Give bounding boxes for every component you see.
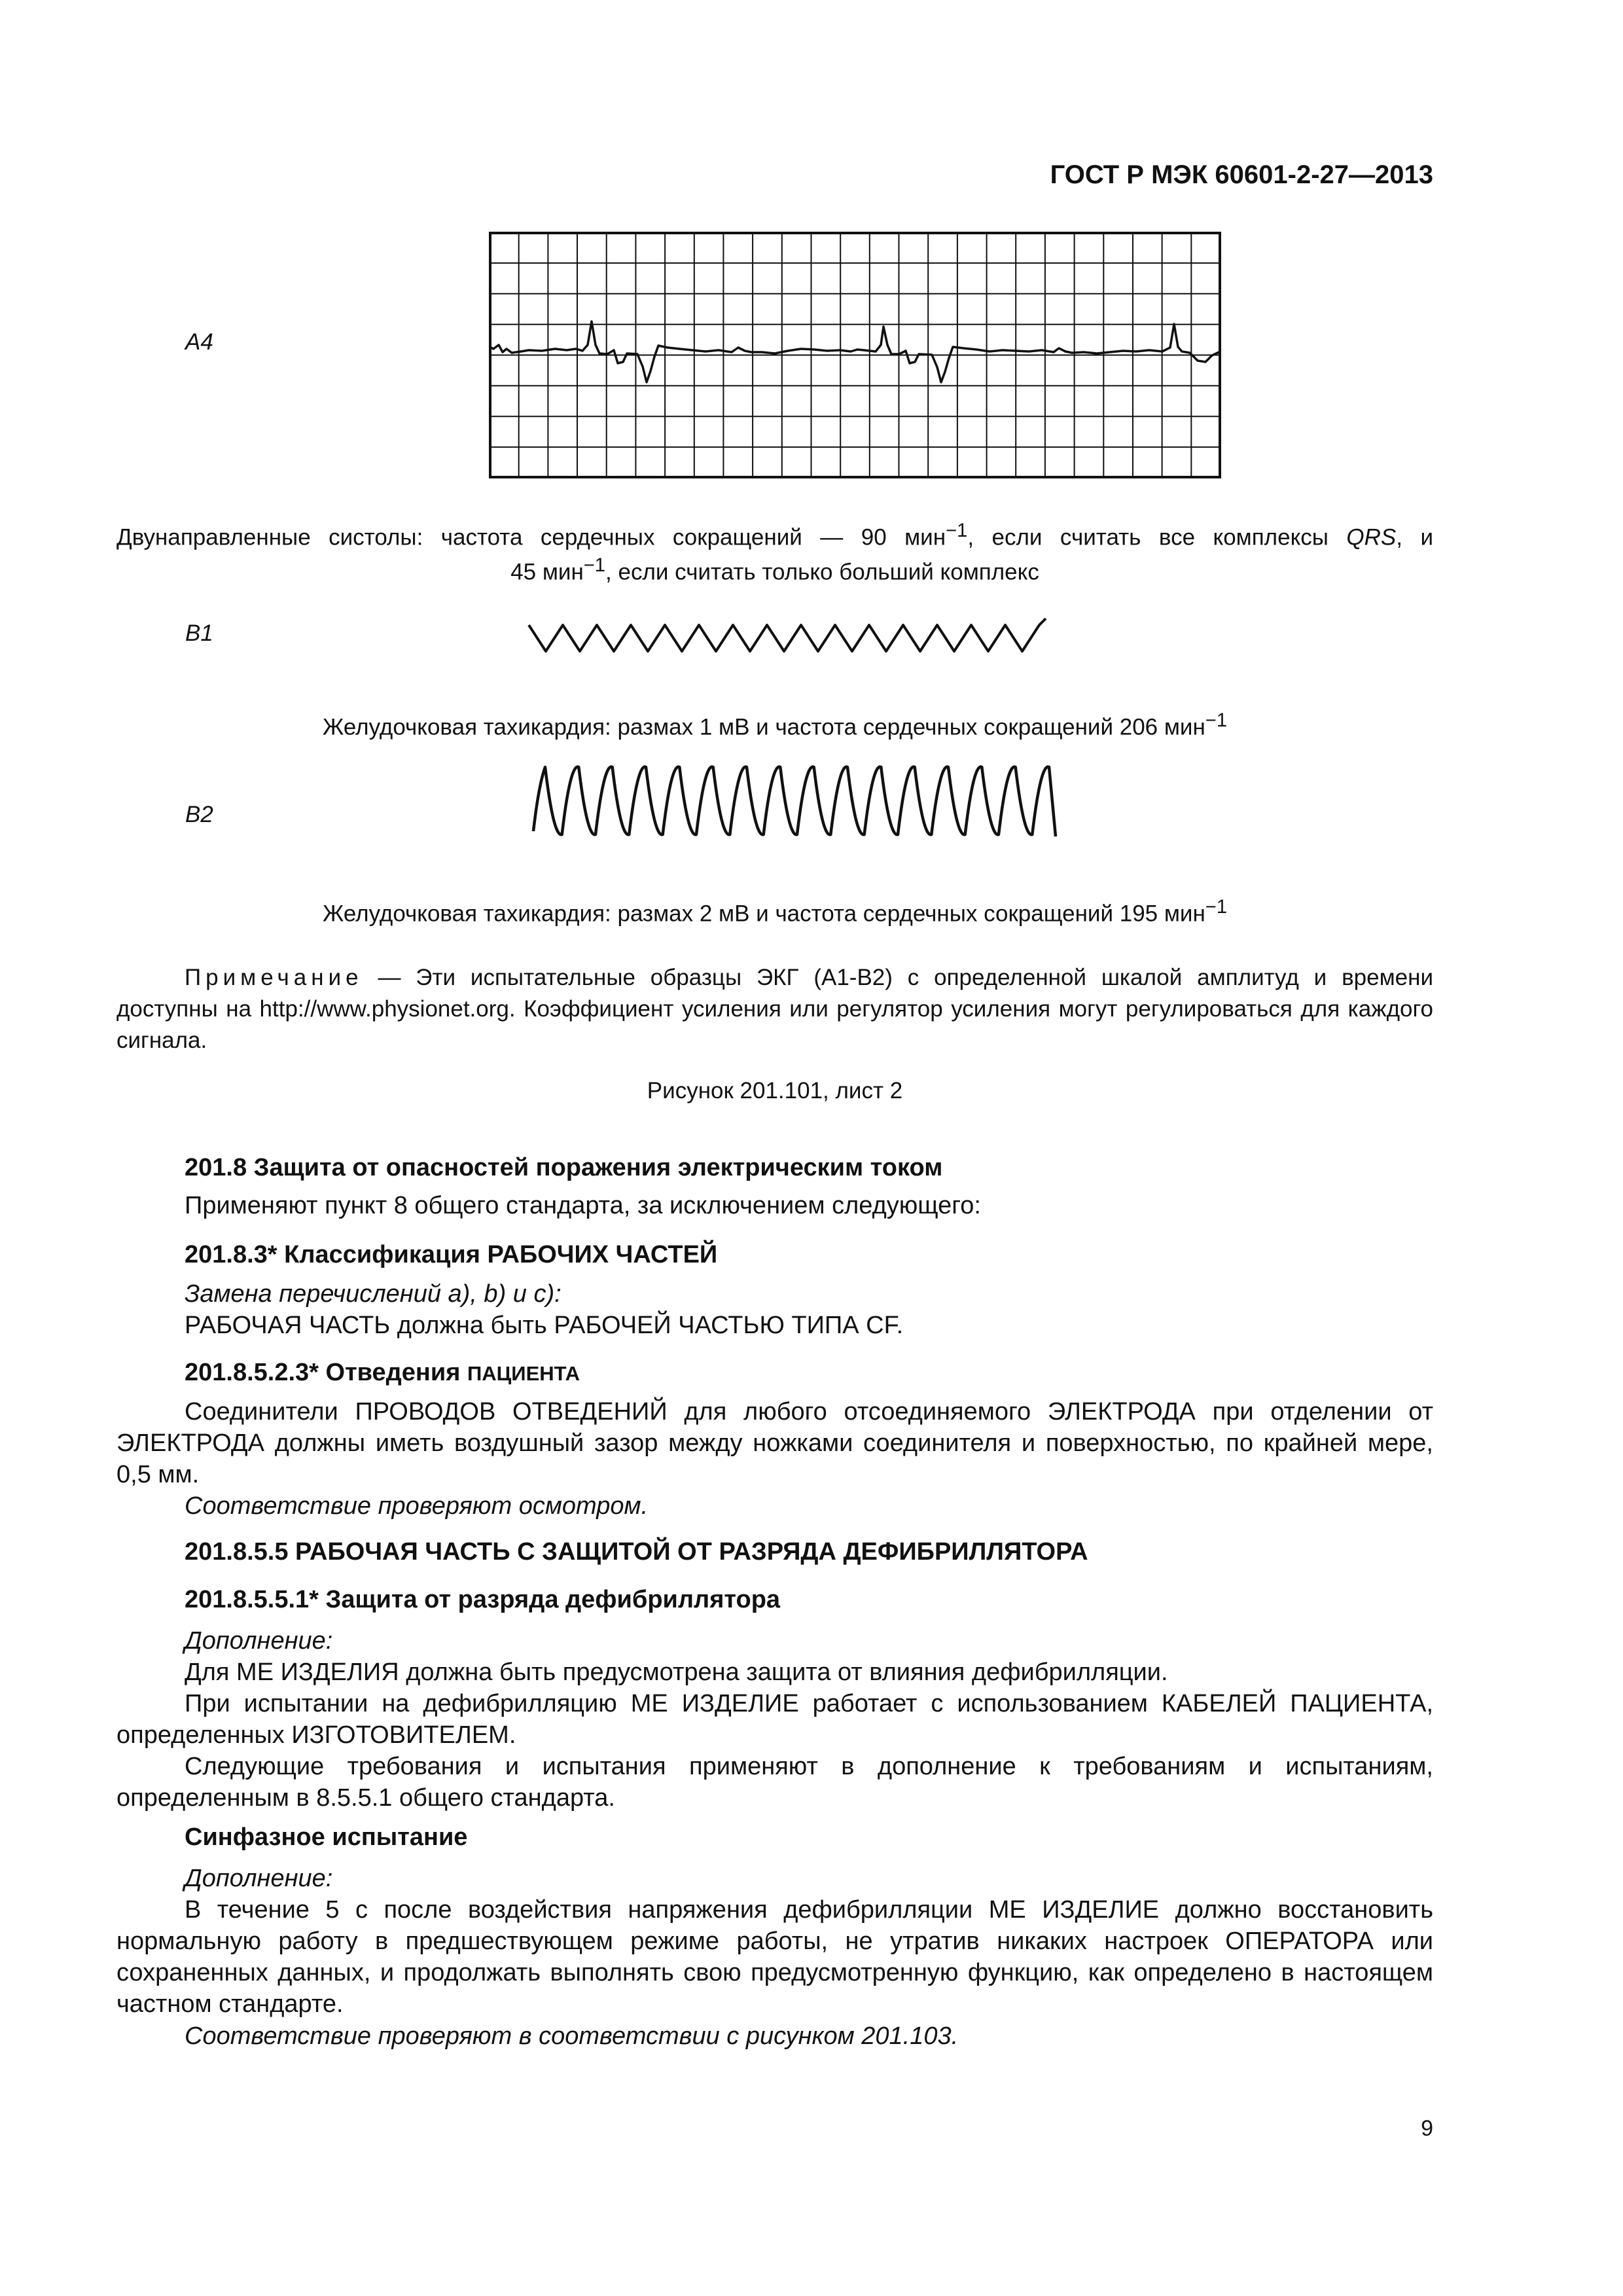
para-201-8-5-5-1-p3: Следующие требования и испытания применяют в дополнение к требованиям и испытаниям, определенным в 8.5.5.1 общего стандарта. — [116, 1753, 1433, 1812]
figure-caption: Рисунок 201.101, лист 2 — [647, 1078, 903, 1103]
addition-201-8-5-5-1: Дополнение: — [185, 1627, 333, 1655]
ecg-grid-a4 — [490, 232, 1221, 478]
waveform-label-b1: B1 — [185, 620, 213, 646]
para-201-8-3: РАБОЧАЯ ЧАСТЬ должна быть РАБОЧЕЙ ЧАСТЬЮ ТИПА CF. — [185, 1312, 904, 1339]
waveform-label-a4: A4 — [185, 329, 213, 355]
ecg-trace-b2 — [533, 759, 1070, 844]
check-201-8-5-2-3: Соответствие проверяют осмотром. — [185, 1492, 649, 1520]
para-201-8-5-5-1-p1: Для МЕ ИЗДЕЛИЯ должна быть предусмотрена защита от влияния дефибрилляции. — [185, 1659, 1168, 1686]
waveform-label-b2: B2 — [185, 802, 213, 827]
heading-201-8-5-5-1: 201.8.5.5.1* Защита от разряда дефибриллятора — [185, 1586, 781, 1613]
para-201-8-5-2-3: Соединители ПРОВОДОВ ОТВЕДЕНИЙ для любого отсоединяемого ЭЛЕКТРОДА при отделении от ЭЛЕКТРОДА должны иметь воздушный зазор между ножками соединителя и поверхностью, по крайней мере, 0,5 мм. — [116, 1398, 1433, 1488]
para-201-8-5-5-1-p2: При испытании на дефибрилляцию МЕ ИЗДЕЛИЕ работает с использованием КАБЕЛЕЙ ПАЦИЕНТА, определенных ИЗГОТОВИТЕЛЕМ. — [116, 1690, 1433, 1749]
heading-sync-test: Синфазное испытание — [185, 1823, 468, 1851]
heading-201-8-3: 201.8.3* Классификация РАБОЧИХ ЧАСТЕЙ — [185, 1241, 718, 1268]
page-number: 9 — [1421, 2116, 1433, 2141]
heading-201-8-5-2-3: 201.8.5.2.3* Отведения ПАЦИЕНТА — [185, 1359, 580, 1386]
caption-b2: Желудочковая тахикардия: размах 2 мВ и частота сердечных сокращений 195 мин$^{-1}$ — [322, 897, 1228, 927]
heading-201-8: 201.8 Защита от опасностей поражения электрическим током — [185, 1154, 943, 1181]
replace-201-8-3: Замена перечислений a), b) и c): — [185, 1280, 562, 1308]
caption-a4-line2: 45 мин$^{-1}$, если считать только больший комплекс — [510, 555, 1039, 585]
caption-a4-line1: Двунаправленные систолы: частота сердечных сокращений — 90 мин$^{-1}$, если считать все комплексы QRS, и — [116, 520, 1434, 550]
caption-b1: Желудочковая тахикардия: размах 1 мВ и частота сердечных сокращений 206 мин$^{-1}$ — [322, 710, 1228, 740]
para-sync-p1: В течение 5 с после воздействия напряжения дефибрилляции МЕ ИЗДЕЛИЕ должно восстановить нормальную работу в предшествующем режиме работы, не утратив никаких настроек ОПЕРАТОРА или сохраненных данных, и продолжать выполнять свою предусмотренную функцию, как определено в настоящем частном стандарте. — [116, 1896, 1433, 2018]
addition-sync: Дополнение: — [185, 1865, 333, 1892]
ecg-trace-a4 — [490, 321, 1221, 382]
check-sync: Соответствие проверяют в соответствии с рисунком 201.103. — [185, 2022, 959, 2050]
heading-201-8-5-5: 201.8.5.5 РАБОЧАЯ ЧАСТЬ С ЗАЩИТОЙ ОТ РАЗРЯДА ДЕФИБРИЛЛЯТОРА — [185, 1538, 1088, 1566]
para-201-8: Применяют пункт 8 общего стандарта, за исключением следующего: — [185, 1192, 981, 1219]
ecg-trace-b1 — [529, 615, 1052, 661]
standard-header: ГОСТ Р МЭК 60601-2-27—2013 — [1050, 160, 1433, 189]
figure-note: Примечание — Эти испытательные образцы ЭКГ (А1-В2) с определенной шкалой амплитуд и времени доступны на http://www.physionet.org. Коэффициент усиления или регулятор усиления могут регулироваться для каждого сигнала. — [116, 965, 1433, 1053]
